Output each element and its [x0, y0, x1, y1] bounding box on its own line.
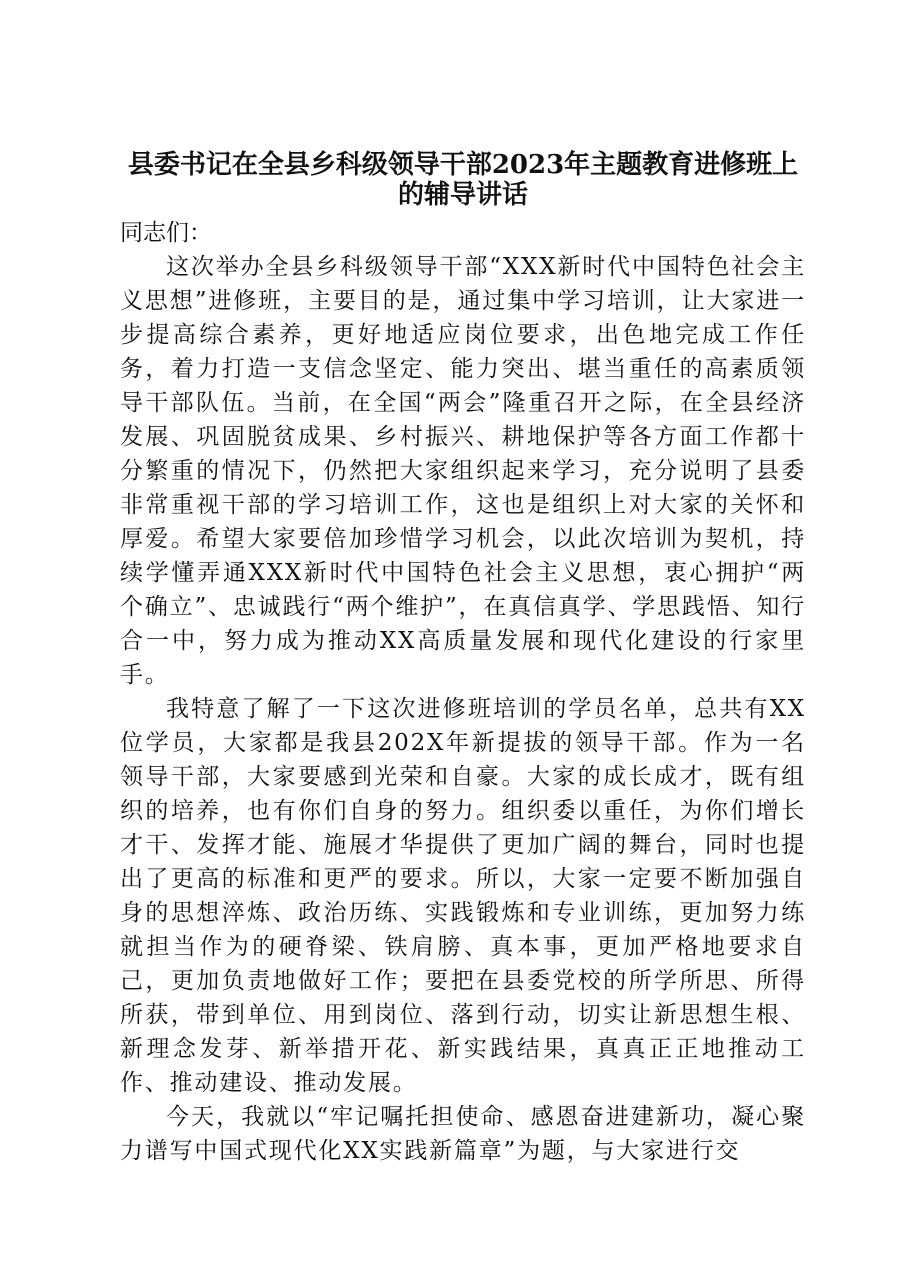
paragraph-1: 这次举办全县乡科级领导干部“XXX新时代中国特色社会主义思想”进修班，主要目的是，通过集中学习培训，让大家进一步提高综合素养，更好地适应岗位要求，出色地完成工作任务，着力打造一支信念坚定、能力突出、堪当重任的高素质领导干部队伍。当前，在全国“两会”隆重召开之际，在全县经济发展、巩固脱贫成果、乡村振兴、耕地保护等各方面工作都十分繁重的情况下，仍然把大家组织起来学习，充分说明了县委非常重视干部的学习培训工作，这也是组织上对大家的关怀和厚爱。希望大家要倍加珍惜学习机会，以此次培训为契机，持续学懂弄通XXX新时代中国特色社会主义思想，衷心拥护“两个确立”、忠诚践行“两个维护”，在真信真学、学思践悟、知行合一中，努力成为推动XX高质量发展和现代化建设的行家里手。 [120, 254, 806, 688]
document-body [120, 150, 806, 1168]
paragraph-3: 今天，我就以“牢记嘱托担使命、感恩奋进建新功，凝心聚力谱写中国式现代化XX实践新篇章”为题，与大家进行交 [120, 1104, 806, 1164]
document-title: 县委书记在全县乡科级领导干部2023年主题教育进修班上的辅导讲话 [127, 150, 799, 210]
salutation: 同志们： [120, 220, 212, 246]
paragraph-2: 我特意了解了一下这次进修班培训的学员名单，总共有XX位学员，大家都是我县202X年新提拔的领导干部。作为一名领导干部，大家要感到光荣和自豪。大家的成长成才，既有组织的培养，也有你们自身的努力。组织委以重任，为你们增长才干、发挥才能、施展才华提供了更加广阔的舞台，同时也提出了更高的标准和更严的要求。所以，大家一定要不断加强自身的思想淬炼、政治历练、实践锻炼和专业训练，更加努力练就担当作为的硬脊梁、铁肩膀、真本事，更加严格地要求自己，更加负责地做好工作；要把在县委党校的所学所思、所得所获，带到单位、用到岗位、落到行动，切实让新思想生根、新理念发芽、新举措开花、新实践结果，真真正正地推动工作、推动建设、推动发展。 [120, 696, 806, 1096]
